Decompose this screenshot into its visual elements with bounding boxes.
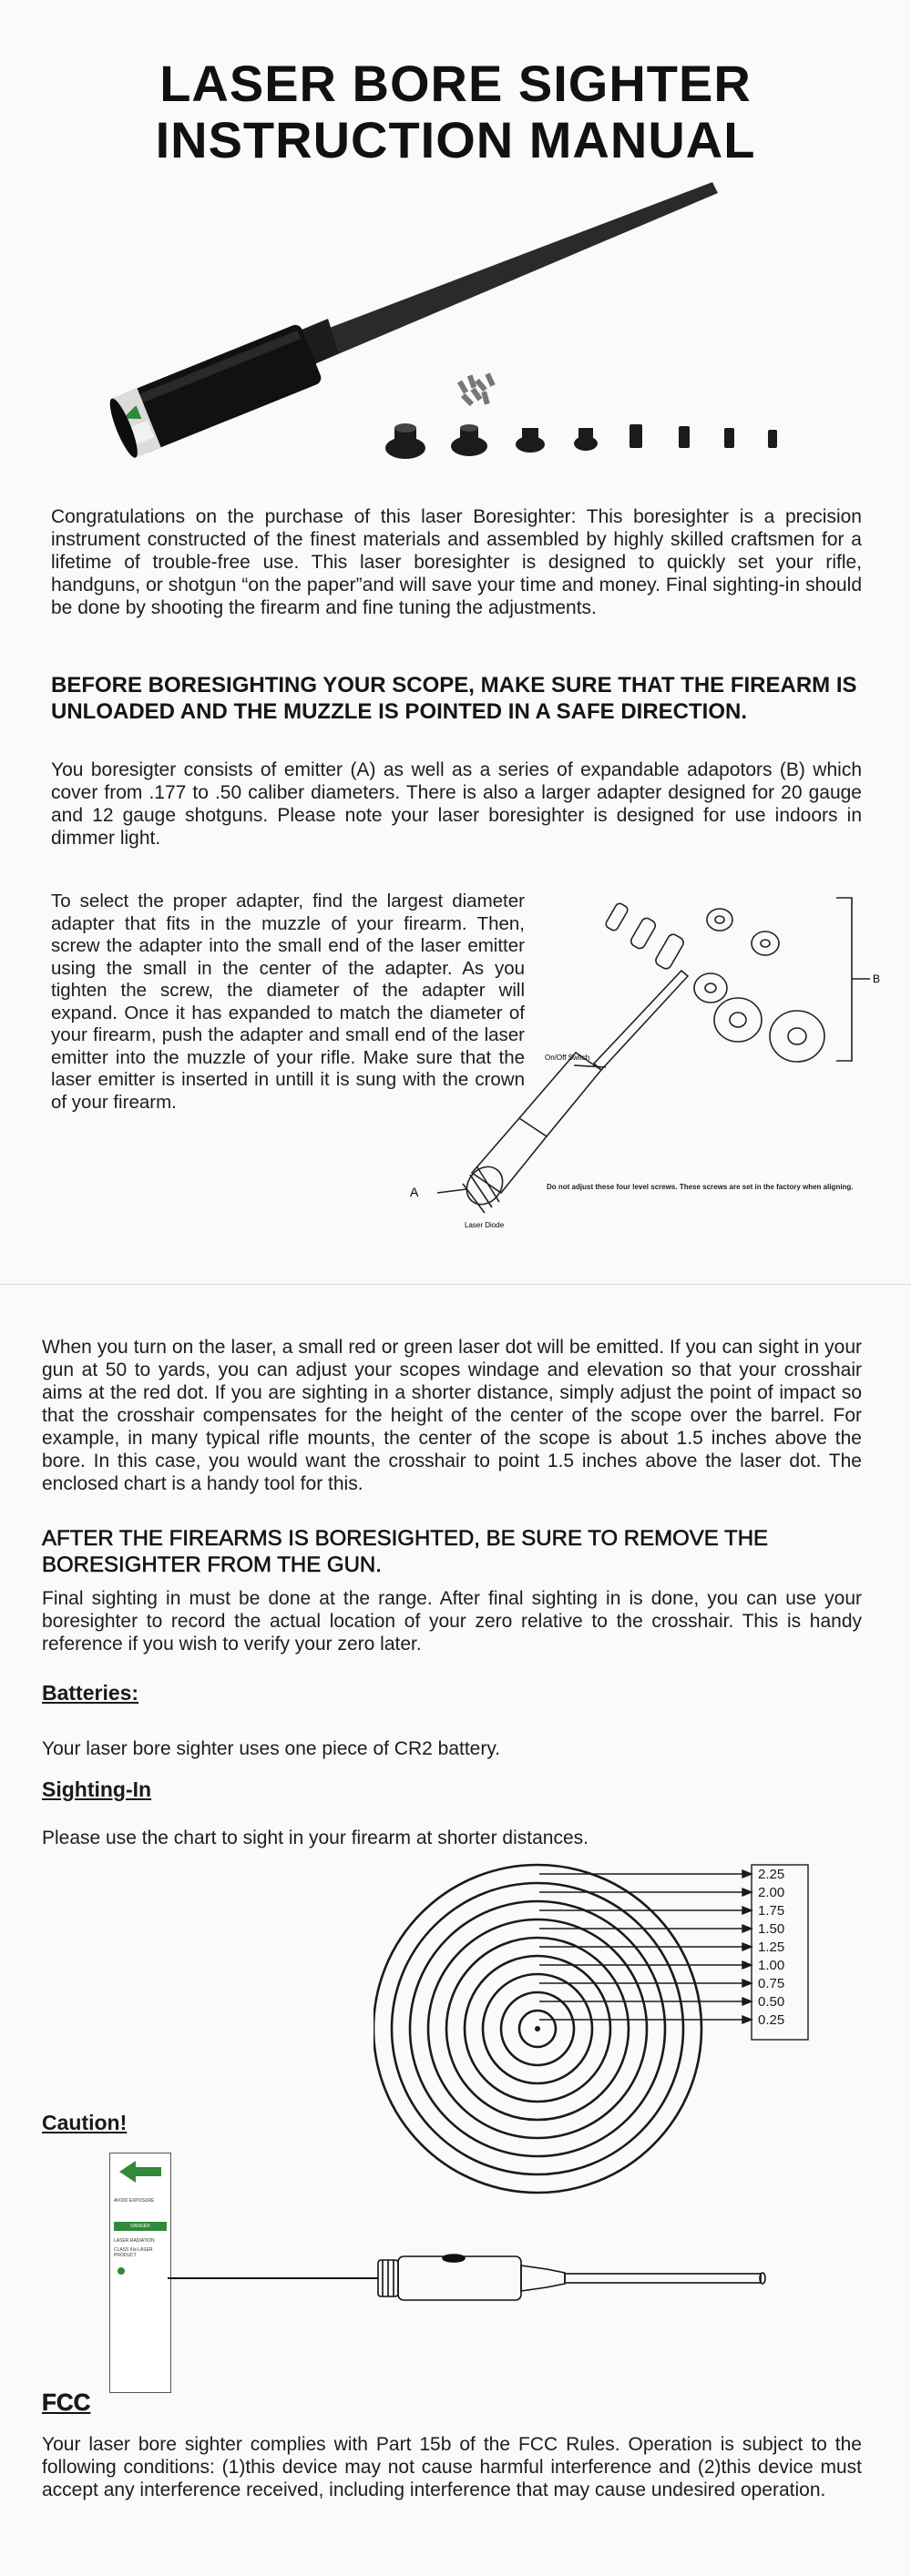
chart-label: 0.25: [758, 2012, 785, 2028]
emitter-description: You boresigter consists of emitter (A) as well as a series of expandable adapotors (B) which cover from .177 to .50 caliber diameters. There is also a larger adapter designed for 20 gauge and 12 gauge shotguns. Please note your laser boresighter is designed for use indoors in dimmer light.: [51, 759, 862, 849]
sighting-in-heading: Sighting-In: [42, 1777, 152, 1801]
arrow-icon: [110, 2153, 170, 2190]
title-line-2: INSTRUCTION MANUAL: [155, 111, 756, 168]
sticker-badge: DANGER: [114, 2222, 167, 2231]
batteries-heading: Batteries:: [42, 1681, 139, 1705]
fcc-text: Your laser bore sighter complies with Part 15b of the FCC Rules. Operation is subject to the following conditions: (1)this device may not cause harmful interference and (2)this device must accept any interference received, including interference that may cause undesired operation.: [42, 2434, 862, 2500]
safety-warning: BEFORE BORESIGHTING YOUR SCOPE, MAKE SURE THAT THE FIREARM IS UNLOADED AND THE MUZZLE IS POINTED IN A SAFE DIRECTION.: [51, 673, 857, 724]
emitter-side-view: [164, 2240, 802, 2313]
exploded-diagram: [383, 892, 893, 1257]
chart-label: 2.00: [758, 1885, 785, 1900]
product-photo: [0, 173, 911, 483]
chart-arrowhead: [742, 1889, 752, 1896]
label-a: A: [410, 1185, 419, 1199]
laser-diode-label: Laser Diode: [465, 1221, 505, 1229]
chart-arrowhead: [742, 1998, 752, 2005]
fcc-heading: FCC: [42, 2388, 91, 2416]
chart-center-dot: [535, 2026, 540, 2031]
adapter-instructions: To select the proper adapter, find the largest diameter adapter that fits in the muzzle of your firearm. Then, screw the adapter into the small end of the laser emitter using the small in the center of the adapter. As you tighten the screw, the diameter of the adapter will expand. Once it has expanded to match the diameter of your firearm, push the adapter and small end of the laser emitter into the muzzle of your rifle. Make sure that the laser emitter is inserted in untill it is sung with the crown of your firearm.: [51, 891, 525, 1113]
chart-arrowhead: [742, 1961, 752, 1969]
laser-aperture-icon: [118, 2267, 125, 2275]
chart-arrowhead: [742, 1925, 752, 1932]
chart-label: 0.50: [758, 1994, 785, 2010]
chart-arrowhead: [742, 1943, 752, 1950]
switch-label: On/Off Switch: [545, 1054, 590, 1062]
chart-label: 1.75: [758, 1903, 785, 1919]
chart-label: 1.50: [758, 1921, 785, 1937]
chart-arrowhead: [742, 1907, 752, 1914]
remove-warning: AFTER THE FIREARMS IS BORESIGHTED, BE SURE TO REMOVE THE BORESIGHTER FROM THE GUN.: [42, 1526, 769, 1577]
sticker-line-3: CLASS IIIa LASER PRODUCT: [114, 2247, 153, 2258]
intro-paragraph: Congratulations on the purchase of this laser Boresighter: This boresighter is a precision instrument constructed of the finest materials and assembled by highly skilled craftsmen for a lifetime of trouble-free use. This laser boresighter is designed to quickly set your rifle, handguns, or shotgun “on the paper”and will save your time and money. Final sighting-in should be done by shooting the firearm and fine tuning the adjustments.: [51, 506, 862, 618]
sticker-line-2: LASER RADIATION: [114, 2238, 155, 2244]
chart-label: 1.25: [758, 1940, 785, 1955]
screws-note: Do not adjust these four level screws. These screws are set in the factory when aligning.: [547, 1183, 854, 1191]
chart-arrowhead: [742, 1870, 752, 1878]
chart-arrowhead: [742, 1980, 752, 1987]
batteries-text: Your laser bore sighter uses one piece of CR2 battery.: [42, 1738, 501, 1759]
laser-usage-paragraph: When you turn on the laser, a small red or green laser dot will be emitted. If you can sight in your gun at 50 to yards, you can adjust your scopes windage and elevation so that your crosshair aims at the red dot. If you are sighting in a shorter distance, simply adjust the point of impact so that the crosshair compensates for the height of the center of the scope over the barrel. For example, in many typical rifle mounts, the center of the scope is about 1.5 inches above the bore. In this case, you would want the crosshair to point 1.5 inches above the laser dot. The enclosed chart is a handy tool for this.: [42, 1337, 862, 1494]
chart-label: 1.00: [758, 1958, 785, 1973]
sticker-line-1: AVOID EXPOSURE: [114, 2198, 155, 2204]
laser-warning-sticker: [109, 2153, 171, 2393]
sighting-chart: [374, 1858, 811, 2204]
chart-label: 2.25: [758, 1867, 785, 1882]
chart-arrowhead: [742, 2016, 752, 2023]
sighting-in-text: Please use the chart to sight in your firearm at shorter distances.: [42, 1828, 589, 1848]
title-line-1: LASER BORE SIGHTER: [159, 55, 752, 112]
final-sighting-paragraph: Final sighting in must be done at the range. After final sighting in is done, you can use your boresighter to record the actual location of your zero relative to the crosshair. This is handy reference if you wish to verify your zero later.: [42, 1588, 862, 1655]
fold-line: [0, 1284, 911, 1285]
chart-label: 0.75: [758, 1976, 785, 1991]
label-b: B: [873, 972, 881, 985]
caution-heading: Caution!: [42, 2111, 128, 2134]
